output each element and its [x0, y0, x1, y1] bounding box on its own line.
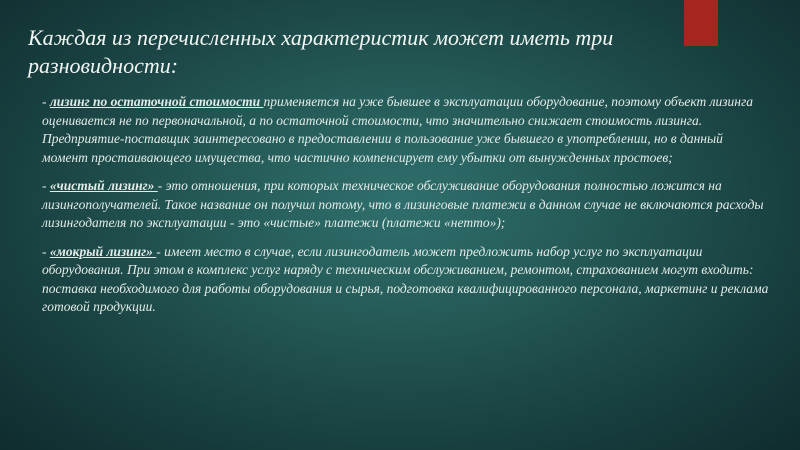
item-term: лизинг по остаточной стоимости [49, 94, 264, 109]
list-item-text [42, 243, 770, 317]
list-item-text [42, 93, 770, 167]
accent-bar [684, 0, 718, 46]
slide-title: Каждая из перечисленных характеристик может иметь три разновидности: [28, 25, 614, 78]
bullet-list [20, 93, 770, 327]
item-description: применяется на уже бывшее в эксплуатации оборудование, поэтому объект лизинга оценивается не по первоначальной, а по остаточной стоимости, что значительно снижает стоимость лизинга. Предприятие-поставщик заинтересовано в предоставлении в пользование уже бывшего в употреблении, но в данный момент простаивающего имущества, что частично компенсирует ему убытки от вынужденных простоев; [42, 94, 753, 165]
item-prefix: - [42, 94, 50, 109]
item-term: «чистый лизинг» [49, 178, 158, 193]
item-term: «мокрый лизинг» [49, 243, 157, 259]
item-description: - это отношения, при которых техническое обслуживание оборудования полностью ложится на лизингополучателей. Такое название он получил потому, что в лизинговые платежи в данном случае не включаются расходы лизингодателя по эксплуатации - это «чистые» платежи (платежи «нетто»); [42, 178, 764, 230]
bullet-icon [20, 243, 42, 317]
item-description: - имеет место в случае, если лизингодатель может предложить набор услуг по эксплуатации оборудования. При этом в комплекс услуг наряду с техническим обслуживанием, ремонтом, страхованием могут входить: поставка необходимого для работы оборудования и сырья, подготовка квалифицированного персонала, маркетинг и реклама готовой продукции. [42, 243, 769, 314]
list-item-net-leasing [20, 177, 770, 233]
list-item-text [42, 177, 770, 233]
bullet-icon [20, 93, 42, 167]
list-item-residual-value [20, 93, 770, 167]
list-item-wet-leasing [20, 243, 770, 317]
item-prefix: - [42, 243, 50, 259]
item-prefix: - [42, 178, 50, 193]
bullet-icon [20, 177, 42, 233]
